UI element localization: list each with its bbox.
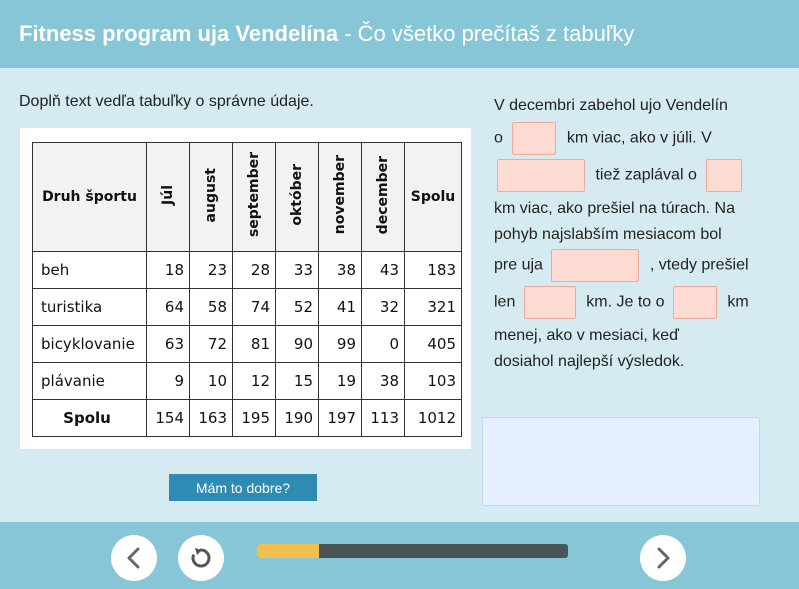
table-cell-total: 321 <box>405 289 462 326</box>
table-cell-total: 1012 <box>405 400 462 437</box>
table-cell: 41 <box>319 289 362 326</box>
table-cell: 58 <box>190 289 233 326</box>
table-cell: 9 <box>147 363 190 400</box>
header-month: december <box>362 143 405 252</box>
text-line: menej, ako v mesiaci, keď <box>494 327 680 344</box>
answer-gap-2[interactable] <box>497 159 585 192</box>
text-line: pohyb najslabším mesiacom bol <box>494 226 722 243</box>
table-cell: 19 <box>319 363 362 400</box>
table-cell: 15 <box>276 363 319 400</box>
header-month: október <box>276 143 319 252</box>
text-line: V decembri zabehol ujo Vendelín <box>494 97 728 114</box>
table-cell: 190 <box>276 400 319 437</box>
row-sport-name: beh <box>33 252 147 289</box>
table-row <box>33 363 462 400</box>
table-cell: 163 <box>190 400 233 437</box>
table-cell: 197 <box>319 400 362 437</box>
text-fragment: o <box>494 129 503 147</box>
table-cell-total: 103 <box>405 363 462 400</box>
text-fragment: , vtedy prešiel <box>649 256 749 274</box>
text-fragment: pre uja <box>494 256 543 274</box>
answer-gap-6[interactable] <box>673 286 717 319</box>
next-button[interactable] <box>640 535 686 581</box>
header-month: Júl <box>147 143 190 252</box>
text-fragment: tiež zaplával o <box>595 166 697 184</box>
header-month: november <box>319 143 362 252</box>
page-header <box>0 0 799 68</box>
text-line <box>494 249 749 282</box>
chevron-left-icon <box>124 546 144 570</box>
table-cell: 28 <box>233 252 276 289</box>
table-cell: 38 <box>319 252 362 289</box>
table-cell: 64 <box>147 289 190 326</box>
row-sport-name: plávanie <box>33 363 147 400</box>
reset-icon <box>188 545 214 571</box>
table-total-row <box>33 400 462 437</box>
text-fragment: km <box>727 293 749 311</box>
table-cell: 99 <box>319 326 362 363</box>
table-cell: 72 <box>190 326 233 363</box>
app-title: Fitness program uja Vendelína <box>19 21 339 46</box>
table-cell: 32 <box>362 289 405 326</box>
header-month: august <box>190 143 233 252</box>
row-sport-name: turistika <box>33 289 147 326</box>
text-line: dosiahol najlepší výsledok. <box>494 353 685 370</box>
table-cell: 38 <box>362 363 405 400</box>
answer-gap-3[interactable] <box>706 159 742 192</box>
table-header-row <box>33 143 462 252</box>
table-cell: 43 <box>362 252 405 289</box>
text-line <box>494 159 742 192</box>
table-row <box>33 252 462 289</box>
header-month: september <box>233 143 276 252</box>
text-fragment: km. Je to o <box>586 293 665 311</box>
answer-gap-5[interactable] <box>524 286 576 319</box>
table-cell: 81 <box>233 326 276 363</box>
reset-button[interactable] <box>178 535 224 581</box>
check-answer-button[interactable]: Mám to dobre? <box>169 474 317 501</box>
progress-fill <box>257 544 319 558</box>
row-sport-name: bicyklovanie <box>33 326 147 363</box>
table-cell: 18 <box>147 252 190 289</box>
task-instruction: Doplň text vedľa tabuľky o správne údaje. <box>19 93 314 110</box>
answer-gap-4[interactable] <box>551 249 639 282</box>
text-line <box>494 286 749 319</box>
table-cell-total: 405 <box>405 326 462 363</box>
table-cell: 154 <box>147 400 190 437</box>
table-cell: 195 <box>233 400 276 437</box>
total-label: Spolu <box>33 400 147 437</box>
app-subtitle: - Čo všetko prečítaš z tabuľky <box>338 21 635 46</box>
table-cell: 63 <box>147 326 190 363</box>
text-line <box>494 122 712 155</box>
chevron-right-icon <box>653 546 673 570</box>
header-sport: Druh športu <box>33 143 147 252</box>
table-cell: 0 <box>362 326 405 363</box>
header-total: Spolu <box>405 143 462 252</box>
text-fragment: km viac, ako v júli. V <box>566 129 712 147</box>
answer-gap-1[interactable] <box>512 122 556 155</box>
table-cell: 10 <box>190 363 233 400</box>
text-line: km viac, ako prešiel na túrach. Na <box>494 200 735 217</box>
table-cell: 74 <box>233 289 276 326</box>
table-cell-total: 183 <box>405 252 462 289</box>
feedback-box <box>482 417 760 506</box>
table-cell: 23 <box>190 252 233 289</box>
table-row <box>33 289 462 326</box>
table-cell: 52 <box>276 289 319 326</box>
sports-table <box>32 142 462 437</box>
text-fragment: len <box>494 293 516 311</box>
table-cell: 90 <box>276 326 319 363</box>
prev-button[interactable] <box>111 535 157 581</box>
table-cell: 33 <box>276 252 319 289</box>
table-cell: 113 <box>362 400 405 437</box>
footer-bar <box>0 522 799 589</box>
table-row <box>33 326 462 363</box>
table-cell: 12 <box>233 363 276 400</box>
table-container <box>20 128 471 449</box>
progress-bar <box>257 544 568 558</box>
